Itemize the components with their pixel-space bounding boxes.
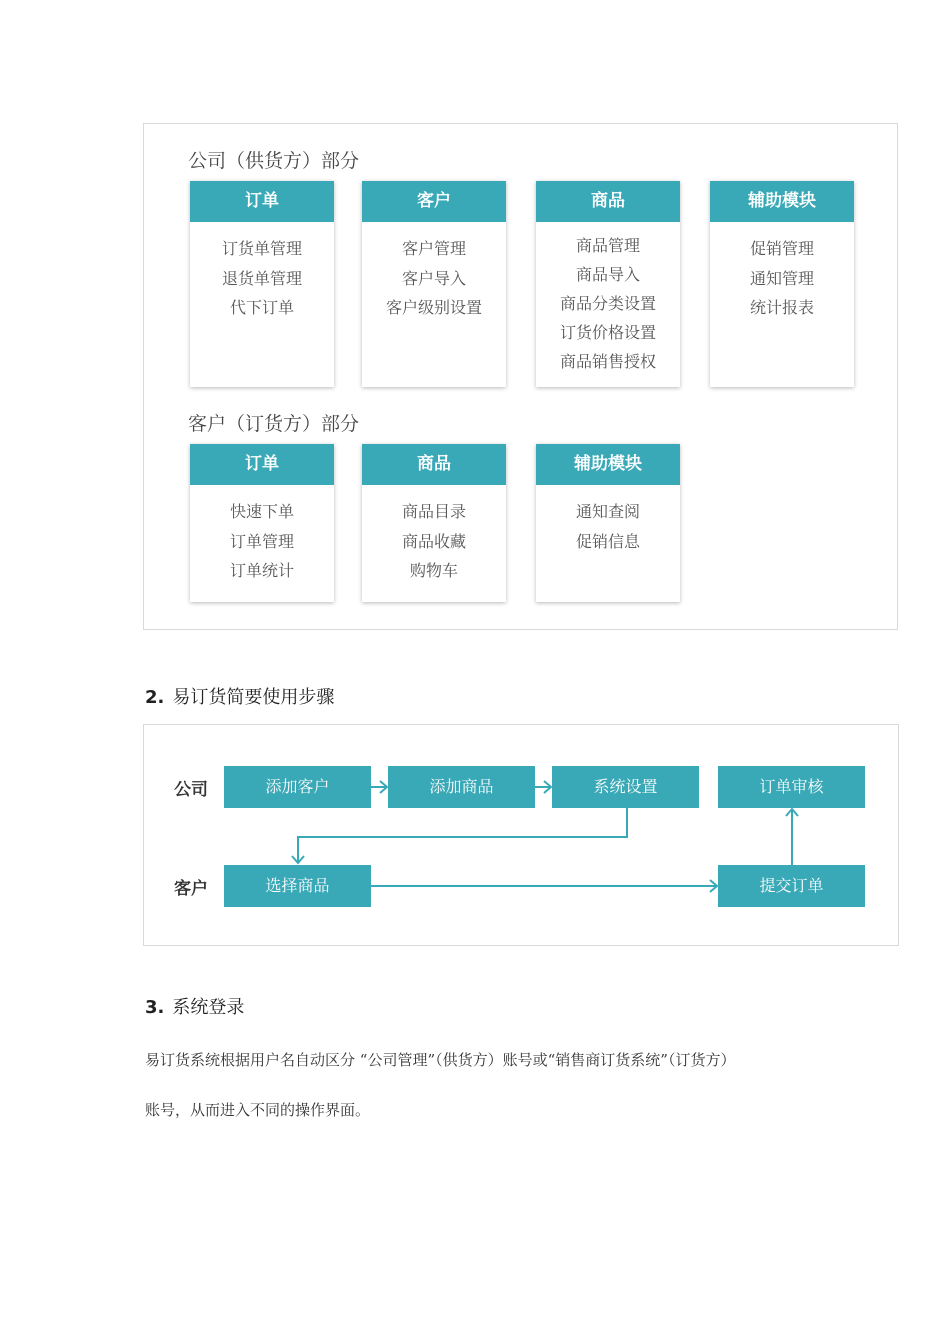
list-item: 商品收藏 (401, 531, 466, 551)
list-item: 退货单管理 (221, 268, 302, 288)
list-item: 通知管理 (749, 268, 814, 288)
step-system-settings: 系统设置 (552, 766, 699, 808)
card-title: 辅助模块 (536, 444, 680, 485)
section-number: 3. (145, 997, 165, 1018)
section-title: 系统登录 (172, 997, 245, 1018)
list-item: 订货单管理 (221, 239, 302, 258)
list-item: 客户级别设置 (385, 298, 482, 317)
company-row-label: 公司 (174, 780, 208, 800)
step-add-customer: 添加客户 (224, 766, 371, 808)
list-item: 商品管理 (575, 236, 640, 255)
company-card-orders (190, 181, 334, 387)
card-title: 辅助模块 (710, 181, 854, 222)
flow-panel (143, 724, 899, 946)
company-section-title: 公司（供货方）部分 (188, 150, 360, 172)
customer-card-products (362, 444, 506, 602)
section-title: 易订货简要使用步骤 (172, 687, 335, 708)
card-title: 订单 (190, 444, 334, 485)
paragraph-line-2: 账号，从而进入不同的操作界面。 (145, 1101, 371, 1119)
section-3-heading (145, 993, 244, 1019)
list-item: 客户导入 (401, 268, 466, 288)
company-card-auxiliary (710, 181, 854, 387)
company-card-products (536, 181, 680, 387)
card-title: 商品 (362, 444, 506, 485)
list-item: 商品目录 (401, 502, 466, 521)
step-add-product: 添加商品 (388, 766, 535, 808)
company-card-customers (362, 181, 506, 387)
card-title: 商品 (536, 181, 680, 222)
flow-connectors (144, 725, 900, 947)
list-item: 促销管理 (749, 239, 814, 258)
customer-card-auxiliary (536, 444, 680, 602)
customer-section-title: 客户（订货方）部分 (188, 413, 360, 435)
list-item: 商品分类设置 (559, 294, 656, 313)
connector-settings-to-select (298, 808, 627, 862)
list-item: 客户管理 (401, 239, 466, 258)
list-item: 订货价格设置 (559, 323, 656, 342)
list-item: 统计报表 (749, 298, 814, 317)
customer-row-label: 客户 (174, 879, 208, 899)
list-item: 订单管理 (229, 531, 294, 551)
list-item: 代下订单 (229, 298, 294, 317)
list-item: 商品导入 (575, 265, 640, 284)
list-item: 商品销售授权 (559, 352, 656, 371)
step-order-review: 订单审核 (718, 766, 865, 808)
card-title: 订单 (190, 181, 334, 222)
list-item: 促销信息 (575, 531, 640, 551)
list-item: 订单统计 (229, 561, 294, 580)
section-number: 2. (145, 687, 165, 708)
customer-card-orders (190, 444, 334, 602)
step-select-products: 选择商品 (224, 865, 371, 907)
modules-panel (143, 123, 898, 630)
step-submit-order: 提交订单 (718, 865, 865, 907)
section-2-heading (145, 683, 334, 709)
list-item: 通知查阅 (575, 502, 640, 521)
list-item: 购物车 (409, 561, 458, 580)
card-title: 客户 (362, 181, 506, 222)
list-item: 快速下单 (229, 502, 294, 521)
paragraph-line-1: 易订货系统根据用户名自动区分 “公司管理”（供货方）账号或“销售商订货系统”（订货方） (145, 1051, 736, 1069)
